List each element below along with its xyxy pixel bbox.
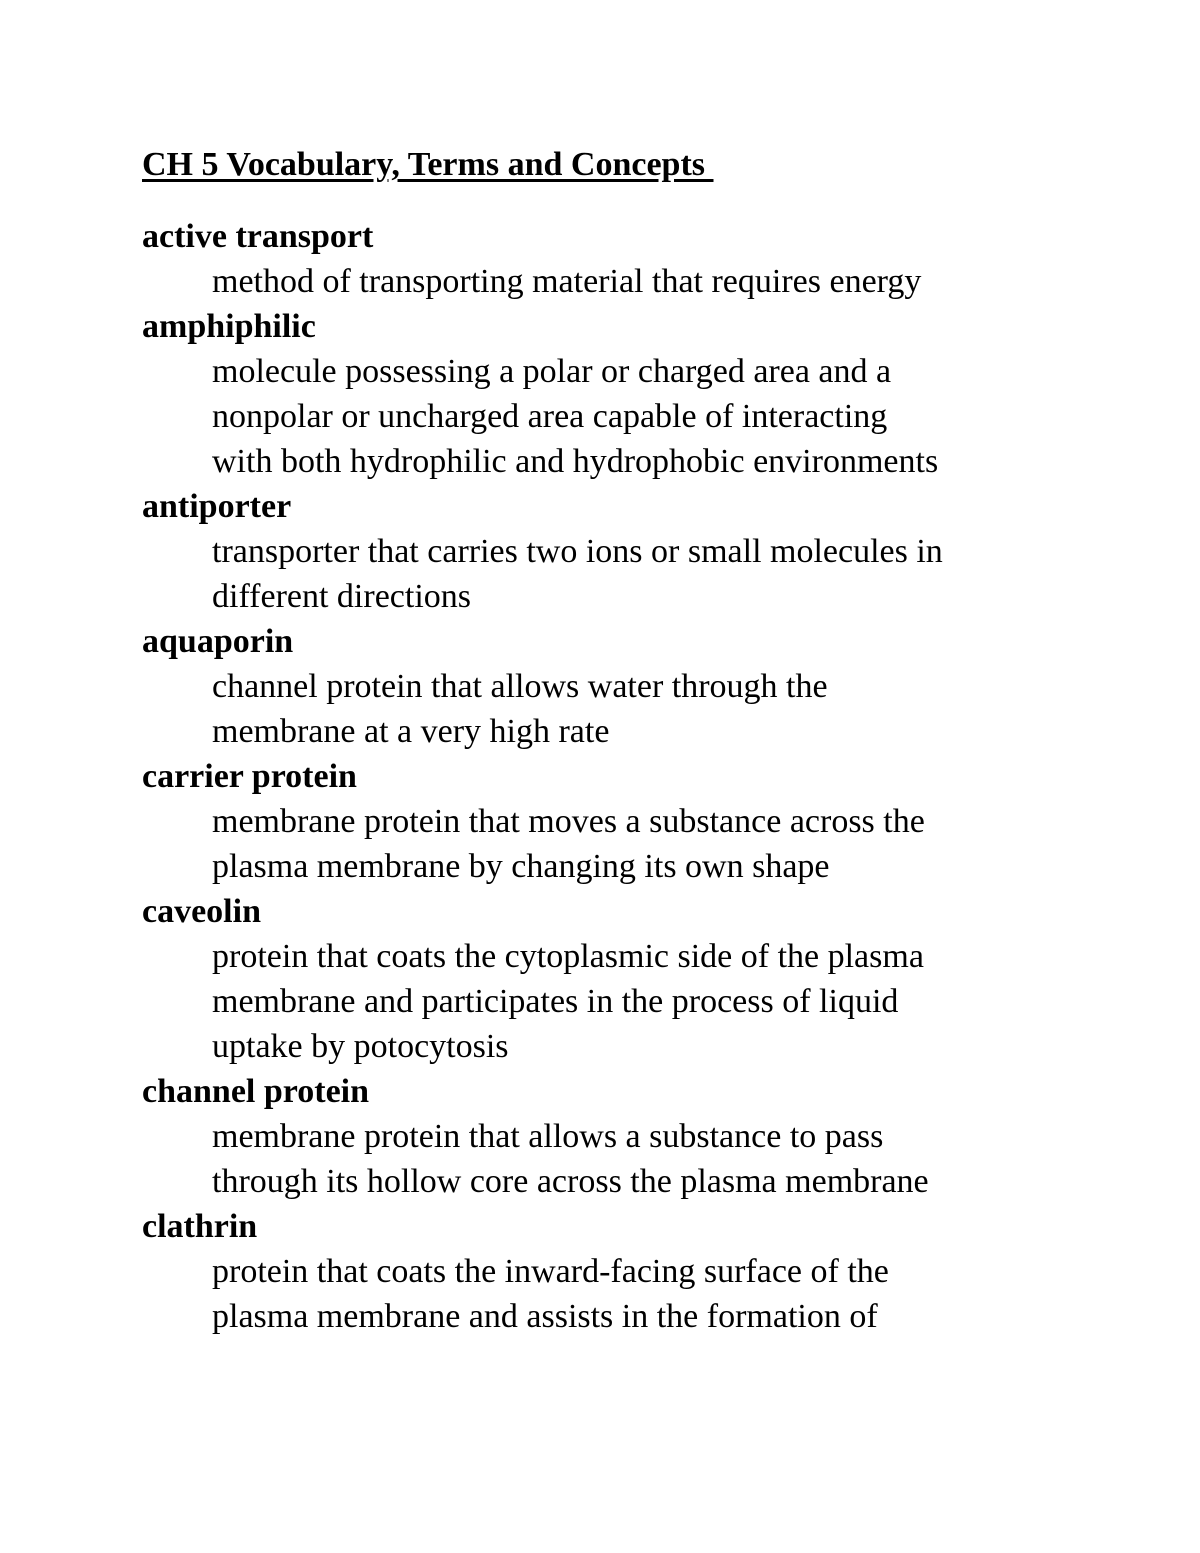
vocab-definition-line: membrane at a very high rate	[212, 713, 610, 750]
vocab-definition-line: plasma membrane by changing its own shape	[212, 848, 830, 885]
vocab-definition-line: membrane and participates in the process of liquid	[212, 983, 899, 1020]
vocab-definition-line: different directions	[212, 578, 472, 615]
vocab-term: channel protein	[142, 1073, 370, 1110]
vocab-term: caveolin	[142, 893, 261, 930]
vocab-definition-line: channel protein that allows water through the	[212, 668, 828, 705]
vocab-definition-line: with both hydrophilic and hydrophobic environments	[212, 443, 939, 480]
vocab-definition-line: plasma membrane and assists in the formation of	[212, 1298, 878, 1335]
vocab-entry	[142, 619, 1102, 754]
vocab-term: clathrin	[142, 1208, 258, 1245]
vocab-definition-line: membrane protein that moves a substance across the	[212, 803, 925, 840]
vocab-entry	[142, 484, 1102, 619]
vocab-entry	[142, 754, 1102, 889]
vocab-definition-line: nonpolar or uncharged area capable of interacting	[212, 398, 888, 435]
document-page	[142, 142, 1102, 1339]
vocab-definition-line: molecule possessing a polar or charged area and a	[212, 353, 892, 390]
vocab-entry	[142, 1069, 1102, 1204]
vocab-entry	[142, 889, 1102, 1069]
vocab-term: aquaporin	[142, 623, 294, 660]
vocab-definition-line: membrane protein that allows a substance to pass	[212, 1118, 884, 1155]
page-title: CH 5 Vocabulary, Terms and Concepts	[142, 146, 714, 183]
vocab-definition-line: protein that coats the inward-facing surface of the	[212, 1253, 889, 1290]
vocab-term: active transport	[142, 218, 374, 255]
vocab-definition-line: through its hollow core across the plasma membrane	[212, 1163, 929, 1200]
vocab-term: antiporter	[142, 488, 292, 525]
vocab-definition-line: transporter that carries two ions or small molecules in	[212, 533, 943, 570]
vocab-entry	[142, 214, 1102, 304]
vocab-definition-line: uptake by potocytosis	[212, 1028, 509, 1065]
vocab-term: amphiphilic	[142, 308, 316, 345]
vocab-entry	[142, 304, 1102, 484]
vocab-entry	[142, 1204, 1102, 1339]
vocab-term: carrier protein	[142, 758, 357, 795]
vocab-definition-line: protein that coats the cytoplasmic side of the plasma	[212, 938, 924, 975]
vocab-definition-line: method of transporting material that requires energy	[212, 263, 922, 300]
